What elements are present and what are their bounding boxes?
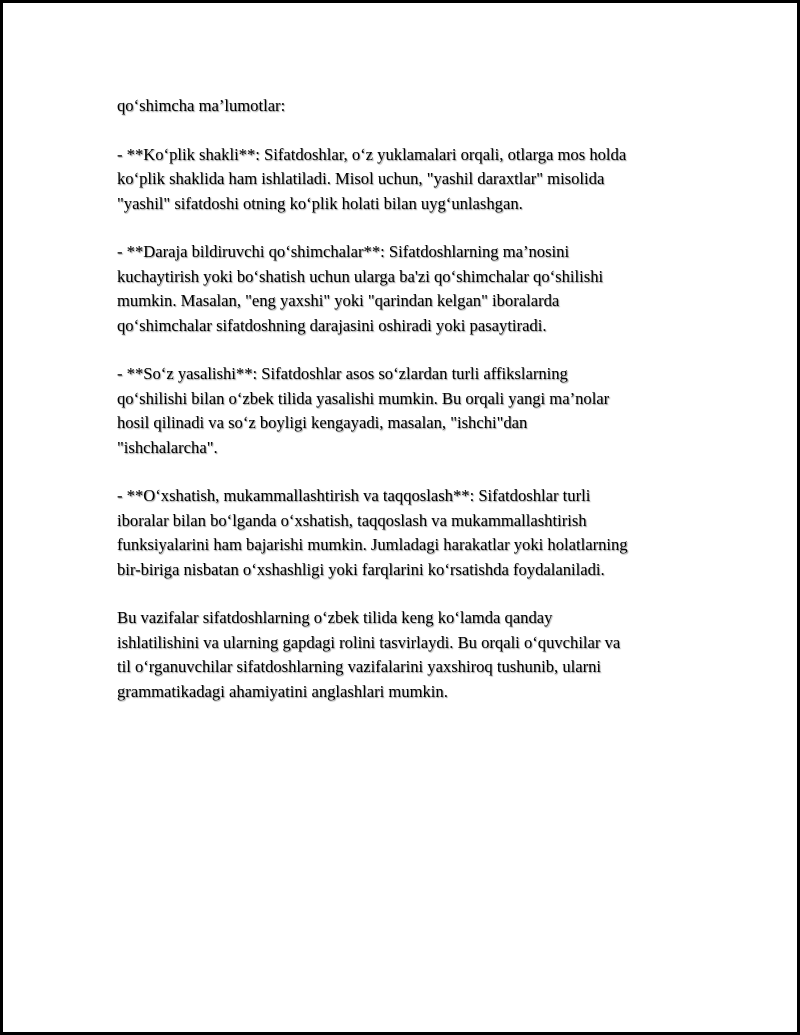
text-line: - **So‘z yasalishi**: Sifatdoshlar asos so‘zlardan turli affikslarning xyxy=(117,364,568,384)
text-line: - **Ko‘plik shakli**: Sifatdoshlar, o‘z yuklamalari orqali, otlarga mos holda xyxy=(117,144,627,164)
text-line: ko‘plik shaklida ham ishlatiladi. Misol uchun, "yashil daraxtlar" misolida xyxy=(117,169,605,189)
document-body xyxy=(117,94,697,728)
text-line: mumkin. Masalan, "eng yaxshi" yoki "qarindan kelgan" iboralarda xyxy=(117,291,560,311)
text-line: funksiyalarini ham bajarishi mumkin. Jumladagi harakatlar yoki holatlarning xyxy=(117,535,628,555)
text-line: bir-biriga nisbatan o‘xshashligi yoki farqlarini ko‘rsatishda foydalaniladi. xyxy=(117,559,605,579)
text-line: "ishchalarcha". xyxy=(117,437,218,457)
text-line: ishlatilishini va ularning gapdagi rolini tasvirlaydi. Bu orqali o‘quvchilar va xyxy=(117,632,621,652)
text-line: qo‘shimchalar sifatdoshning darajasini oshiradi yoki pasaytiradi. xyxy=(117,315,547,335)
text-line: iboralar bilan bo‘lganda o‘xshatish, taqqoslash va mukammallashtirish xyxy=(117,510,587,530)
text-line: grammatikadagi ahamiyatini anglashlari mumkin. xyxy=(117,681,448,701)
text-line: kuchaytirish yoki bo‘shatish uchun ularga ba'zi qo‘shimchalar qo‘shilishi xyxy=(117,266,604,286)
text-line: - **Daraja bildiruvchi qo‘shimchalar**: Sifatdoshlarning ma’nosini xyxy=(117,242,570,262)
text-line: hosil qilinadi va so‘z boyligi kengayadi, masalan, "ishchi"dan xyxy=(117,413,528,433)
text-line: - **O‘xshatish, mukammallashtirish va taqqoslash**: Sifatdoshlar turli xyxy=(117,486,591,506)
paragraph-plural-form xyxy=(117,143,697,216)
text-line: Bu vazifalar sifatdoshlarning o‘zbek tilida keng ko‘lamda qanday xyxy=(117,608,553,628)
paragraph-comparison xyxy=(117,484,697,582)
paragraph-degree-suffixes xyxy=(117,240,697,338)
paragraph-intro xyxy=(117,94,697,118)
paragraph-word-formation xyxy=(117,362,697,460)
text-line: qo‘shilishi bilan o‘zbek tilida yasalishi mumkin. Bu orqali yangi ma’nolar xyxy=(117,388,610,408)
text-line: "yashil" sifatdoshi otning ko‘plik holati bilan uyg‘unlashgan. xyxy=(117,193,523,213)
paragraph-conclusion xyxy=(117,606,697,704)
text-line: qo‘shimcha ma’lumotlar: xyxy=(117,96,286,115)
text-line: til o‘rganuvchilar sifatdoshlarning vazifalarini yaxshiroq tushunib, ularni xyxy=(117,657,602,677)
